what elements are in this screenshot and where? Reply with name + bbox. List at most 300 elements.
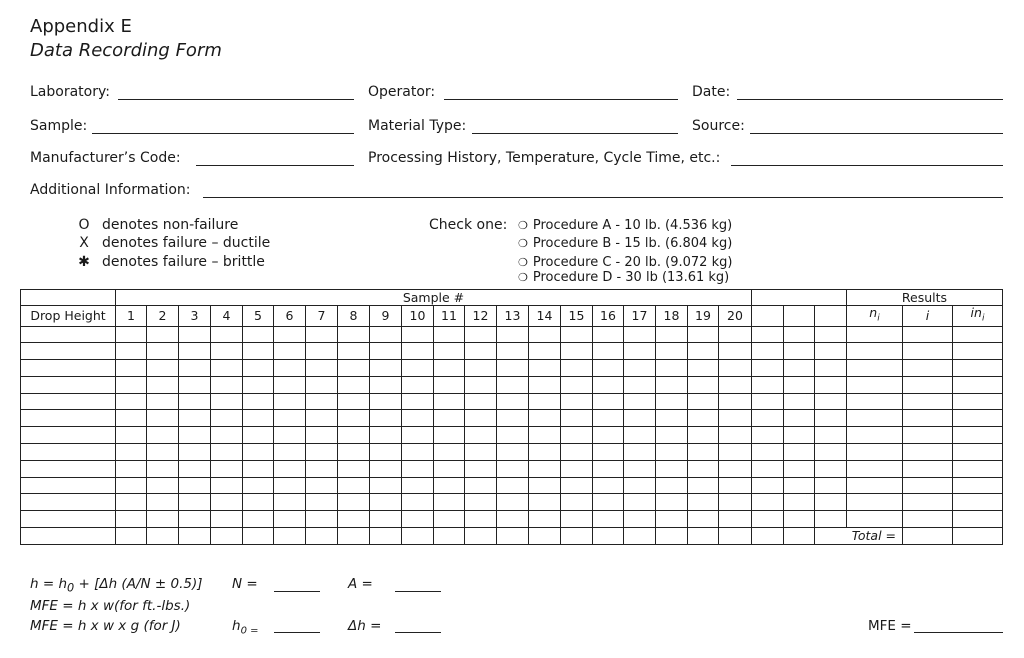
data-cell[interactable] <box>815 326 847 343</box>
data-cell[interactable] <box>561 427 593 444</box>
data-cell[interactable] <box>306 393 338 410</box>
data-cell[interactable] <box>752 477 784 494</box>
data-cell[interactable] <box>784 326 815 343</box>
data-cell[interactable] <box>370 528 402 545</box>
data-cell[interactable] <box>656 376 688 393</box>
data-cell[interactable] <box>847 460 903 477</box>
data-cell[interactable] <box>465 460 497 477</box>
data-cell[interactable] <box>624 460 656 477</box>
data-cell[interactable] <box>243 444 274 461</box>
sample-field[interactable] <box>92 133 354 134</box>
data-cell[interactable] <box>688 360 719 377</box>
data-cell[interactable] <box>274 393 306 410</box>
data-cell[interactable] <box>306 427 338 444</box>
data-cell[interactable] <box>116 326 147 343</box>
data-cell[interactable] <box>306 410 338 427</box>
data-cell[interactable] <box>561 360 593 377</box>
data-cell[interactable] <box>719 444 752 461</box>
additional-info-field[interactable] <box>203 197 1003 198</box>
data-cell[interactable] <box>656 444 688 461</box>
data-cell[interactable] <box>243 343 274 360</box>
manufacturer-code-field[interactable] <box>196 165 354 166</box>
data-cell[interactable] <box>147 326 179 343</box>
data-cell[interactable] <box>561 376 593 393</box>
data-cell[interactable] <box>815 511 847 528</box>
data-cell[interactable] <box>338 393 370 410</box>
radio-icon[interactable]: ❍ <box>518 256 528 269</box>
data-cell[interactable] <box>903 360 953 377</box>
data-cell[interactable] <box>147 460 179 477</box>
data-cell[interactable] <box>688 410 719 427</box>
n-field[interactable] <box>274 591 320 592</box>
data-cell[interactable] <box>497 477 529 494</box>
data-cell[interactable] <box>147 511 179 528</box>
data-cell[interactable] <box>903 343 953 360</box>
data-cell[interactable] <box>593 477 624 494</box>
data-cell[interactable] <box>903 477 953 494</box>
data-cell[interactable] <box>434 444 465 461</box>
mfe-field[interactable] <box>914 632 1003 633</box>
data-cell[interactable] <box>847 511 903 528</box>
data-cell[interactable] <box>147 410 179 427</box>
data-cell[interactable] <box>402 494 434 511</box>
data-cell[interactable] <box>338 444 370 461</box>
data-cell[interactable] <box>116 477 147 494</box>
laboratory-field[interactable] <box>118 99 354 100</box>
data-cell[interactable] <box>434 460 465 477</box>
data-cell[interactable] <box>306 460 338 477</box>
data-cell[interactable] <box>211 393 243 410</box>
data-cell[interactable] <box>656 326 688 343</box>
data-cell[interactable] <box>497 410 529 427</box>
data-cell[interactable] <box>593 427 624 444</box>
data-cell[interactable] <box>274 528 306 545</box>
data-cell[interactable] <box>211 326 243 343</box>
data-cell[interactable] <box>497 360 529 377</box>
data-cell[interactable] <box>116 494 147 511</box>
data-cell[interactable] <box>243 528 274 545</box>
radio-icon[interactable]: ❍ <box>518 219 528 232</box>
data-cell[interactable] <box>656 477 688 494</box>
data-cell[interactable] <box>402 393 434 410</box>
delta-h-field[interactable] <box>395 632 441 633</box>
data-cell[interactable] <box>116 427 147 444</box>
data-cell[interactable] <box>465 528 497 545</box>
data-cell[interactable] <box>497 326 529 343</box>
data-cell[interactable] <box>306 376 338 393</box>
data-cell[interactable] <box>434 376 465 393</box>
data-cell[interactable] <box>497 343 529 360</box>
data-cell[interactable] <box>593 410 624 427</box>
data-cell[interactable] <box>243 360 274 377</box>
radio-icon[interactable]: ❍ <box>518 237 528 250</box>
data-cell[interactable] <box>688 528 719 545</box>
data-cell[interactable] <box>179 326 211 343</box>
data-cell[interactable] <box>656 460 688 477</box>
data-cell[interactable] <box>179 528 211 545</box>
data-cell[interactable] <box>274 444 306 461</box>
data-cell[interactable] <box>370 427 402 444</box>
data-cell[interactable] <box>274 376 306 393</box>
data-cell[interactable] <box>529 444 561 461</box>
data-cell[interactable] <box>719 343 752 360</box>
data-cell[interactable] <box>561 343 593 360</box>
data-cell[interactable] <box>179 427 211 444</box>
data-cell[interactable] <box>402 410 434 427</box>
data-cell[interactable] <box>21 477 116 494</box>
data-cell[interactable] <box>434 477 465 494</box>
data-cell[interactable] <box>561 410 593 427</box>
data-cell[interactable] <box>211 477 243 494</box>
data-cell[interactable] <box>815 477 847 494</box>
operator-field[interactable] <box>444 99 678 100</box>
data-cell[interactable] <box>370 494 402 511</box>
data-cell[interactable] <box>815 376 847 393</box>
data-cell[interactable] <box>370 511 402 528</box>
data-cell[interactable] <box>624 410 656 427</box>
data-cell[interactable] <box>497 427 529 444</box>
data-cell[interactable] <box>953 427 1003 444</box>
data-cell[interactable] <box>752 511 784 528</box>
data-cell[interactable] <box>624 511 656 528</box>
data-cell[interactable] <box>624 393 656 410</box>
data-cell[interactable] <box>953 360 1003 377</box>
data-cell[interactable] <box>243 494 274 511</box>
data-cell[interactable] <box>147 427 179 444</box>
data-cell[interactable] <box>147 360 179 377</box>
data-cell[interactable] <box>847 444 903 461</box>
data-cell[interactable] <box>953 511 1003 528</box>
data-cell[interactable] <box>274 343 306 360</box>
h0-field[interactable] <box>274 632 320 633</box>
data-cell[interactable] <box>719 410 752 427</box>
data-cell[interactable] <box>465 477 497 494</box>
data-cell[interactable] <box>688 343 719 360</box>
data-cell[interactable] <box>784 528 815 545</box>
data-cell[interactable] <box>847 410 903 427</box>
data-cell[interactable] <box>338 427 370 444</box>
data-cell[interactable] <box>211 376 243 393</box>
data-cell[interactable] <box>656 528 688 545</box>
data-cell[interactable] <box>688 444 719 461</box>
data-cell[interactable] <box>656 511 688 528</box>
data-cell[interactable] <box>179 410 211 427</box>
data-cell[interactable] <box>402 511 434 528</box>
data-cell[interactable] <box>953 343 1003 360</box>
data-cell[interactable] <box>784 360 815 377</box>
data-cell[interactable] <box>593 376 624 393</box>
data-cell[interactable] <box>402 444 434 461</box>
data-cell[interactable] <box>847 376 903 393</box>
data-cell[interactable] <box>274 494 306 511</box>
data-cell[interactable] <box>370 410 402 427</box>
data-cell[interactable] <box>211 528 243 545</box>
data-cell[interactable] <box>21 494 116 511</box>
data-cell[interactable] <box>497 393 529 410</box>
data-cell[interactable] <box>497 528 529 545</box>
data-cell[interactable] <box>465 410 497 427</box>
data-cell[interactable] <box>21 528 116 545</box>
processing-history-field[interactable] <box>731 165 1003 166</box>
data-cell[interactable] <box>179 477 211 494</box>
data-cell[interactable] <box>784 477 815 494</box>
data-cell[interactable] <box>784 376 815 393</box>
data-cell[interactable] <box>147 477 179 494</box>
data-cell[interactable] <box>815 410 847 427</box>
data-cell[interactable] <box>497 376 529 393</box>
data-cell[interactable] <box>465 376 497 393</box>
data-cell[interactable] <box>561 528 593 545</box>
data-cell[interactable] <box>719 511 752 528</box>
data-cell[interactable] <box>147 494 179 511</box>
data-cell[interactable] <box>465 360 497 377</box>
data-cell[interactable] <box>434 360 465 377</box>
data-cell[interactable] <box>953 444 1003 461</box>
data-cell[interactable] <box>274 511 306 528</box>
data-cell[interactable] <box>529 376 561 393</box>
data-cell[interactable] <box>211 444 243 461</box>
data-cell[interactable] <box>953 460 1003 477</box>
data-cell[interactable] <box>593 343 624 360</box>
data-cell[interactable] <box>656 494 688 511</box>
data-cell[interactable] <box>656 427 688 444</box>
data-cell[interactable] <box>529 477 561 494</box>
data-cell[interactable] <box>529 494 561 511</box>
data-cell[interactable] <box>434 326 465 343</box>
data-cell[interactable] <box>847 494 903 511</box>
data-cell[interactable] <box>147 444 179 461</box>
data-cell[interactable] <box>688 376 719 393</box>
data-cell[interactable] <box>147 343 179 360</box>
data-cell[interactable] <box>953 393 1003 410</box>
data-cell[interactable] <box>116 393 147 410</box>
data-cell[interactable] <box>21 376 116 393</box>
data-cell[interactable] <box>497 494 529 511</box>
data-cell[interactable] <box>561 494 593 511</box>
data-cell[interactable] <box>465 326 497 343</box>
data-cell[interactable] <box>752 393 784 410</box>
data-cell[interactable] <box>21 393 116 410</box>
data-cell[interactable] <box>953 410 1003 427</box>
data-cell[interactable] <box>179 376 211 393</box>
data-cell[interactable] <box>306 511 338 528</box>
data-cell[interactable] <box>402 477 434 494</box>
data-cell[interactable] <box>147 393 179 410</box>
data-cell[interactable] <box>624 326 656 343</box>
data-cell[interactable] <box>116 343 147 360</box>
data-cell[interactable] <box>656 393 688 410</box>
data-cell[interactable] <box>624 444 656 461</box>
procedure-c-option[interactable] <box>518 255 732 270</box>
data-cell[interactable] <box>243 393 274 410</box>
data-cell[interactable] <box>338 528 370 545</box>
data-cell[interactable] <box>434 427 465 444</box>
data-cell[interactable] <box>624 343 656 360</box>
data-cell[interactable] <box>561 460 593 477</box>
data-cell[interactable] <box>306 528 338 545</box>
data-cell[interactable] <box>847 477 903 494</box>
data-cell[interactable] <box>593 494 624 511</box>
data-cell[interactable] <box>815 343 847 360</box>
data-cell[interactable] <box>953 326 1003 343</box>
data-cell[interactable] <box>815 494 847 511</box>
data-cell[interactable] <box>243 427 274 444</box>
data-cell[interactable] <box>211 343 243 360</box>
data-cell[interactable] <box>719 376 752 393</box>
data-cell[interactable] <box>179 360 211 377</box>
data-cell[interactable] <box>306 343 338 360</box>
data-cell[interactable] <box>243 477 274 494</box>
data-cell[interactable] <box>752 410 784 427</box>
data-cell[interactable] <box>402 427 434 444</box>
data-cell[interactable] <box>656 410 688 427</box>
data-cell[interactable] <box>561 393 593 410</box>
data-cell[interactable] <box>688 460 719 477</box>
data-cell[interactable] <box>402 326 434 343</box>
data-cell[interactable] <box>21 360 116 377</box>
data-cell[interactable] <box>402 528 434 545</box>
data-cell[interactable] <box>561 326 593 343</box>
data-cell[interactable] <box>116 410 147 427</box>
data-cell[interactable] <box>306 444 338 461</box>
data-cell[interactable] <box>116 528 147 545</box>
data-cell[interactable] <box>243 326 274 343</box>
a-field[interactable] <box>395 591 441 592</box>
data-cell[interactable] <box>903 460 953 477</box>
data-cell[interactable] <box>465 494 497 511</box>
data-cell[interactable] <box>529 393 561 410</box>
data-cell[interactable] <box>903 326 953 343</box>
data-cell[interactable] <box>274 410 306 427</box>
data-cell[interactable] <box>338 511 370 528</box>
data-cell[interactable] <box>688 494 719 511</box>
data-cell[interactable] <box>306 326 338 343</box>
data-cell[interactable] <box>784 444 815 461</box>
data-cell[interactable] <box>752 360 784 377</box>
data-cell[interactable] <box>274 477 306 494</box>
data-cell[interactable] <box>593 511 624 528</box>
data-cell[interactable] <box>529 460 561 477</box>
data-cell[interactable] <box>434 494 465 511</box>
data-cell[interactable] <box>719 528 752 545</box>
data-cell[interactable] <box>815 460 847 477</box>
data-cell[interactable] <box>497 511 529 528</box>
data-cell[interactable] <box>211 494 243 511</box>
data-cell[interactable] <box>402 343 434 360</box>
date-field[interactable] <box>737 99 1003 100</box>
data-cell[interactable] <box>752 494 784 511</box>
data-cell[interactable] <box>529 343 561 360</box>
data-cell[interactable] <box>719 360 752 377</box>
data-cell[interactable] <box>847 343 903 360</box>
data-cell[interactable] <box>211 511 243 528</box>
data-cell[interactable] <box>179 460 211 477</box>
radio-icon[interactable]: ❍ <box>518 271 528 284</box>
data-cell[interactable] <box>274 460 306 477</box>
data-cell[interactable] <box>688 326 719 343</box>
data-cell[interactable] <box>116 444 147 461</box>
data-cell[interactable] <box>402 460 434 477</box>
data-cell[interactable] <box>752 444 784 461</box>
data-cell[interactable] <box>784 427 815 444</box>
data-cell[interactable] <box>338 360 370 377</box>
data-cell[interactable] <box>243 460 274 477</box>
data-cell[interactable] <box>116 460 147 477</box>
data-cell[interactable] <box>370 393 402 410</box>
data-cell[interactable] <box>243 410 274 427</box>
data-cell[interactable] <box>784 494 815 511</box>
data-cell[interactable] <box>719 477 752 494</box>
data-cell[interactable] <box>688 393 719 410</box>
data-cell[interactable] <box>338 376 370 393</box>
data-cell[interactable] <box>211 410 243 427</box>
data-cell[interactable] <box>719 427 752 444</box>
data-cell[interactable] <box>529 410 561 427</box>
data-cell[interactable] <box>179 511 211 528</box>
data-cell[interactable] <box>465 393 497 410</box>
data-cell[interactable] <box>953 376 1003 393</box>
data-cell[interactable] <box>116 511 147 528</box>
data-cell[interactable] <box>370 343 402 360</box>
data-cell[interactable] <box>815 444 847 461</box>
data-cell[interactable] <box>561 444 593 461</box>
data-cell[interactable] <box>624 528 656 545</box>
data-cell[interactable] <box>529 427 561 444</box>
data-cell[interactable] <box>784 410 815 427</box>
material-type-field[interactable] <box>472 133 678 134</box>
data-cell[interactable] <box>688 427 719 444</box>
source-field[interactable] <box>750 133 1003 134</box>
data-cell[interactable] <box>593 360 624 377</box>
data-cell[interactable] <box>719 494 752 511</box>
data-cell[interactable] <box>465 343 497 360</box>
total-cell[interactable] <box>903 528 953 545</box>
data-cell[interactable] <box>211 360 243 377</box>
data-cell[interactable] <box>116 376 147 393</box>
data-cell[interactable] <box>402 360 434 377</box>
data-cell[interactable] <box>529 360 561 377</box>
data-cell[interactable] <box>338 343 370 360</box>
data-cell[interactable] <box>953 477 1003 494</box>
data-cell[interactable] <box>903 410 953 427</box>
data-cell[interactable] <box>656 343 688 360</box>
data-cell[interactable] <box>624 477 656 494</box>
data-cell[interactable] <box>847 360 903 377</box>
data-cell[interactable] <box>179 444 211 461</box>
data-cell[interactable] <box>903 511 953 528</box>
data-cell[interactable] <box>593 326 624 343</box>
data-cell[interactable] <box>370 360 402 377</box>
data-cell[interactable] <box>274 427 306 444</box>
data-cell[interactable] <box>903 393 953 410</box>
data-cell[interactable] <box>497 444 529 461</box>
data-cell[interactable] <box>274 360 306 377</box>
data-cell[interactable] <box>903 427 953 444</box>
data-cell[interactable] <box>21 326 116 343</box>
data-cell[interactable] <box>338 494 370 511</box>
procedure-b-option[interactable] <box>518 236 732 251</box>
data-cell[interactable] <box>465 511 497 528</box>
data-cell[interactable] <box>116 360 147 377</box>
data-cell[interactable] <box>434 528 465 545</box>
data-cell[interactable] <box>243 376 274 393</box>
data-cell[interactable] <box>179 494 211 511</box>
data-cell[interactable] <box>593 528 624 545</box>
data-cell[interactable] <box>21 410 116 427</box>
data-cell[interactable] <box>529 326 561 343</box>
data-cell[interactable] <box>903 494 953 511</box>
data-cell[interactable] <box>434 393 465 410</box>
